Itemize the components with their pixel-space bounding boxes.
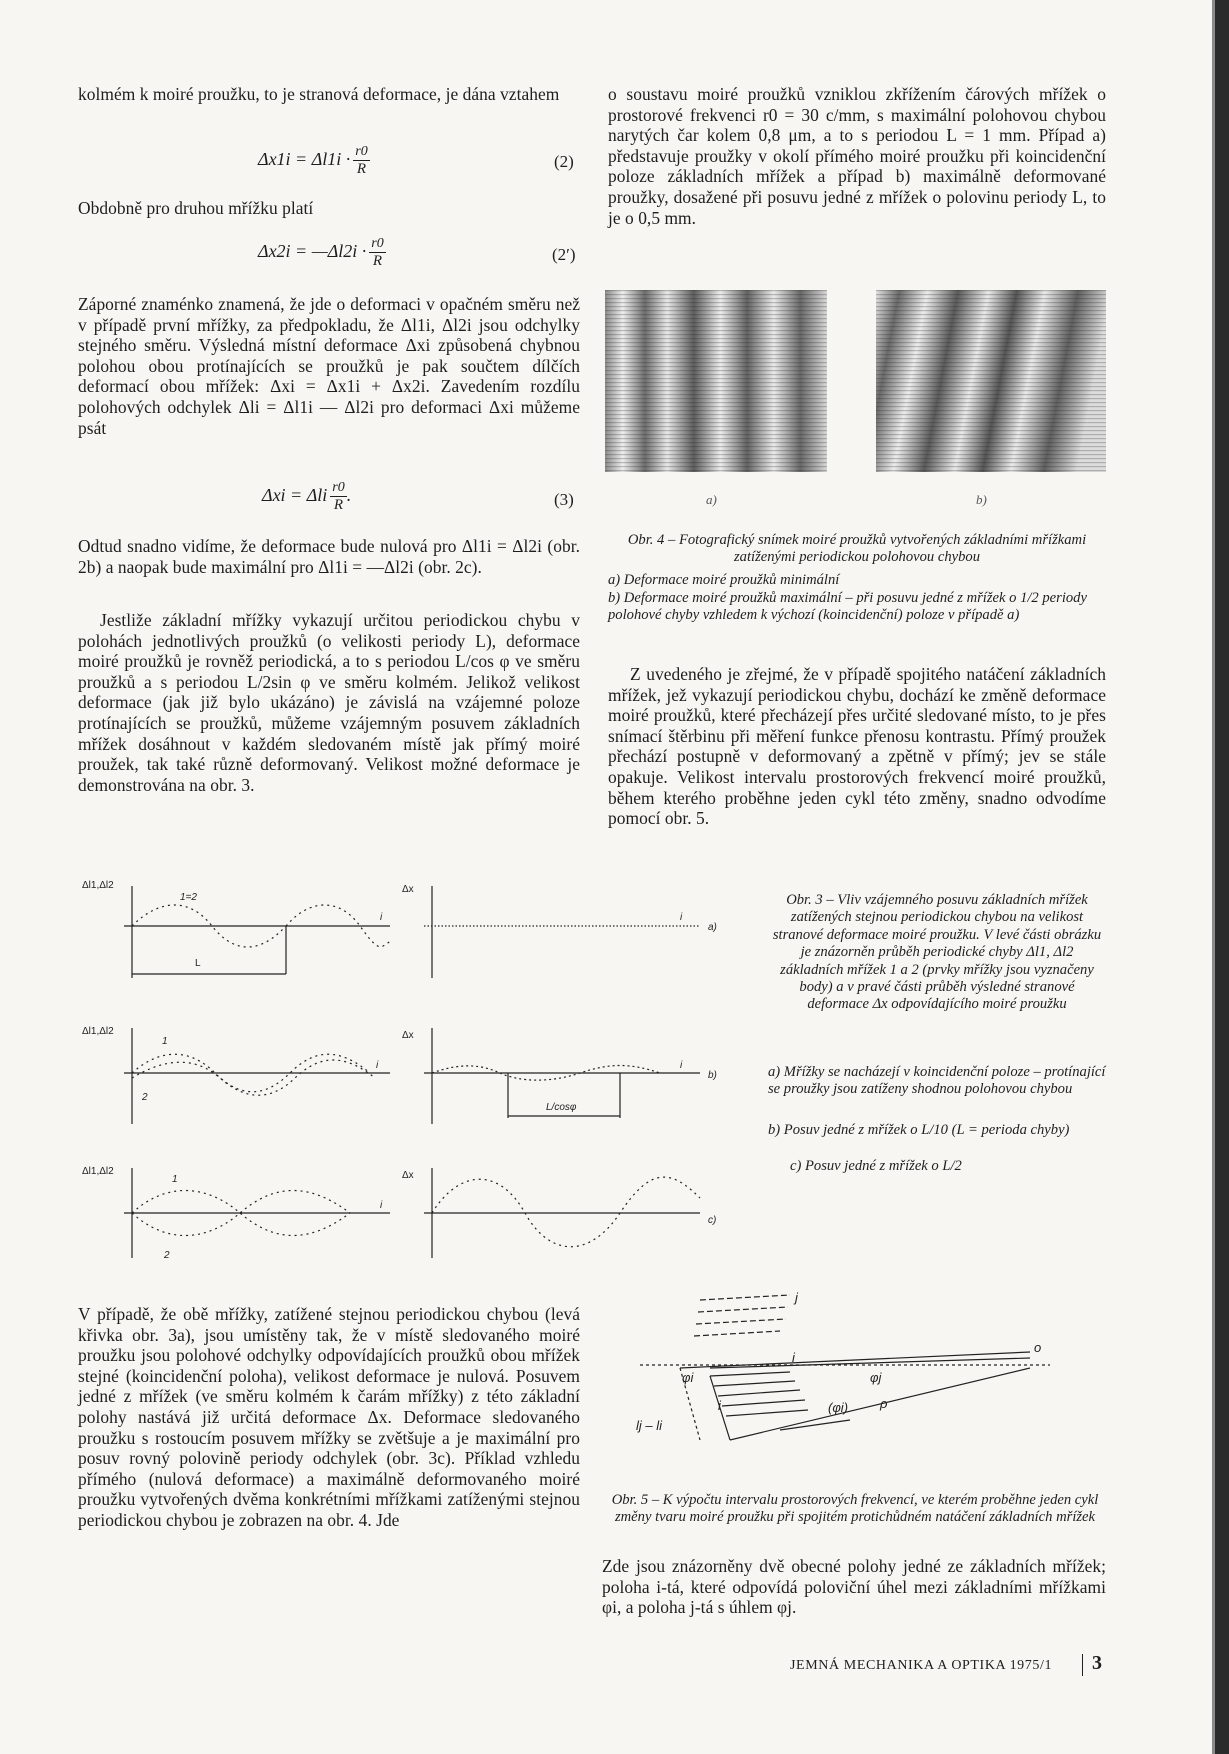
paragraph-odtud: Odtud snadno vidíme, že deformace bude nulová pro Δl1i = Δl2i (obr. 2b) a naopak bude maximální pro Δl1i = —Δl2i (obr. 2c). xyxy=(78,536,580,577)
photo-label-a: a) xyxy=(706,492,717,507)
paragraph-obdobne: Obdobně pro druhou mřížku platí xyxy=(78,198,314,218)
obr4-caption-a: a) Deformace moiré proužků minimální xyxy=(608,572,840,588)
equation-2p-denominator: R xyxy=(372,253,383,269)
equation-2-numerator: r0 xyxy=(355,144,368,159)
photo-a-moire-straight xyxy=(605,290,827,472)
fig5-hatch-2 xyxy=(714,1381,795,1386)
fig3c-left-axis-label: Δl1,Δl2 xyxy=(82,1166,114,1177)
fig3-row-b: b) xyxy=(708,1070,717,1081)
page-edge xyxy=(1215,0,1229,1754)
fig3a-right-axis-label: Δx xyxy=(402,884,414,895)
paragraph-intro: kolmém k moiré proužku, to je stranová deformace, je dána vztahem xyxy=(78,84,560,104)
page-number: 3 xyxy=(1092,1652,1102,1674)
fig5-label-rho: ρ xyxy=(880,1396,888,1411)
figure-5 xyxy=(630,1290,1080,1470)
fig3b-label-Lcos: L/cosφ xyxy=(546,1102,577,1113)
paragraph-jestlize: Jestliže základní mřížky vykazují určitou periodickou chybu v polohách jednotlivých proužků (o velikosti periody L), deformace moiré proužků je rovněž periodická, a to s periodou L/cos φ ve směru proužků a s periodou L/2sin φ ve směru kolmém. Jelikož velikost deformace (jak již bylo ukázáno) je závislá na vzájemné poloze protínajících se proužků, můžeme vzájemným posuvem základních mřížek dosáhnout v každém sledovaném místě jak přímý moiré proužek, tak také různě deformovaný. Velikost možné deformace je demonstrována na obr. 3. xyxy=(78,610,580,795)
footer-journal: JEMNÁ MECHANIKA A OPTIKA 1975/1 xyxy=(790,1658,1053,1673)
fig5-hatch-1 xyxy=(710,1372,790,1376)
paragraph-zde: Zde jsou znázorněny dvě obecné polohy jedné ze základních mřížek; poloha i-tá, které odpovídá poloviční úhel mezi základními mřížkami φi, a poloha j-tá s úhlem φj. xyxy=(602,1556,1106,1618)
fig5-label-lj-li: lj – li xyxy=(636,1418,663,1433)
equation-2-number: (2) xyxy=(554,152,574,171)
fig3b-label-i-left: i xyxy=(376,1060,379,1071)
fig5-hatch-5 xyxy=(726,1410,808,1416)
equation-2p-numerator: r0 xyxy=(371,236,384,251)
fig3b-left-axis-label: Δl1,Δl2 xyxy=(82,1026,114,1037)
fig3a-label-1-2: 1=2 xyxy=(180,892,197,903)
fig5-hatch-4 xyxy=(722,1400,805,1406)
fig5-label-phi-i-paren: (φi) xyxy=(828,1400,849,1415)
paragraph-vpripade: V případě, že obě mřížky, zatížené stejnou periodickou chybou (levá křivka obr. 3a), jsou umístěny tak, že v místě sledovaného moiré proužku jsou polohové odchylky odpovídajících proužků obou mřížek stejné (koincidenční poloha), velikost deformace je nulová. Posuvem jedné z mřížek (ve směru kolmém k čarám mřížky) z této základní polohy nastává již určitá deformace Δx. Deformace sledovaného proužku s rostoucím posuvem mřížky se zvětšuje a je maximální pro posuv rovný polovině periody odchylek (obr. 3c). Příklad vzhledu přímého (nulová deformace) a maximálně deformovaného moiré proužku vytvořených dvěma konkrétními mřížkami zatíženými stejnou periodickou chybou je zobrazen na obr. 4. Jde xyxy=(78,1304,580,1530)
photo-b-moire-deformed xyxy=(876,290,1106,472)
fig5-label-i-mid: i xyxy=(718,1398,721,1413)
fig3c-deformation-wave xyxy=(432,1177,700,1247)
equation-3-number: (3) xyxy=(554,490,574,509)
equation-2-denominator: R xyxy=(356,161,367,177)
equation-2 xyxy=(258,144,370,178)
paragraph-right-top: o soustavu moiré proužků vzniklou zkřížením čárových mřížek o prostorové frekvenci r0 = 30 c/mm, s maximální polohovou chybou narytých čar kolem 0,8 μm, a to s periodou L = 1 mm. Případ a) představuje proužky v okolí přímého moiré proužku při koincidenční poloze základních mřížek a případ b) maximálně deformované proužky, dosažené při posuvu jedné z mřížek o polovinu periody L, to je o 0,5 mm. xyxy=(608,84,1106,228)
fig5-grid-line-j-4 xyxy=(694,1331,780,1336)
fig3b-label-2: 2 xyxy=(142,1092,148,1103)
paragraph-z-uvedeneho: Z uvedeného je zřejmé, že v případě spojitého natáčení základních mřížek, jež vykazují periodickou chybu, dochází ke změně deformace moiré proužků, které přecházejí přes určité sledované místo, to je přes snímací štěrbinu při měření funkce přenosu kontrastu. Přímý proužek přechází postupně v deformovaný a zpětně v přímý; jev se stále opakuje. Velikost intervalu prostorových frekvencí moiré proužků, během kterého proběhne jeden cykl této změny, snadno odvodíme pomocí obr. 5. xyxy=(608,664,1106,829)
equation-3-tail: . xyxy=(346,485,352,506)
fig3c-right-axis-label: Δx xyxy=(402,1170,414,1181)
obr3-caption-title: Obr. 3 – Vliv vzájemného posuvu základních mřížek zatížených stejnou periodickou chybou na velikost stranové deformace moiré proužku. V levé části obrázku je znázorněn průběh periodické chyby Δl1, Δl2 základních mřížek 1 a 2 (prvky mřížky jsou vyznačeny body) a v pravé části průběh výsledné stranové deformace Δx odpovídajícího moiré proužku xyxy=(772,892,1102,1013)
fig3a-label-i-left: i xyxy=(380,912,383,923)
fig5-grid-line-j-2 xyxy=(698,1307,788,1312)
fig5-grid-line-j-3 xyxy=(696,1319,786,1324)
equation-2-prime xyxy=(258,236,386,270)
fig3c-label-2: 2 xyxy=(164,1250,170,1261)
fig3a-left-axis-label: Δl1,Δl2 xyxy=(82,880,114,891)
fig3b-label-i-right: i xyxy=(680,1060,683,1071)
fig3a-label-i-right: i xyxy=(680,912,683,923)
fig5-hatch-3 xyxy=(718,1390,800,1396)
fig3-row-c: c) xyxy=(708,1215,717,1226)
fig5-label-o: o xyxy=(1034,1340,1042,1355)
obr3-caption-a: a) Mřížky se nacházejí v koincidenční poloze – protínající se proužky jsou zatíženy shodnou polohovou chybou xyxy=(768,1064,1106,1098)
photo-label-b: b) xyxy=(976,492,987,507)
equation-2p-lhs: Δx2i = —Δl2i · xyxy=(258,241,367,262)
equation-3-lhs: Δxi = Δli xyxy=(262,485,328,506)
fig3b-right-axis-label: Δx xyxy=(402,1030,414,1041)
obr3-caption-c: c) Posuv jedné z mřížek o L/2 xyxy=(790,1158,962,1174)
fig3b-label-1: 1 xyxy=(162,1036,168,1047)
obr4-caption-title: Obr. 4 – Fotografický snímek moiré proužků vytvořených základními mřížkami zatíženými periodickou polohovou chybou xyxy=(627,532,1087,566)
equation-2-prime-number: (2′) xyxy=(552,245,576,264)
obr3-caption-b: b) Posuv jedné z mřížek o L/10 (L = perioda chyby) xyxy=(768,1122,1070,1138)
fig5-label-phi-i: φi xyxy=(682,1370,694,1385)
fig3a-label-L: L xyxy=(195,958,201,969)
fig3c-label-i-left: i xyxy=(380,1200,383,1211)
equation-3 xyxy=(262,480,351,514)
fig5-label-phi-j: φj xyxy=(870,1370,882,1385)
fig3c-label-1: 1 xyxy=(172,1174,178,1185)
fig5-label-j: j xyxy=(795,1290,798,1305)
obr5-caption: Obr. 5 – K výpočtu intervalu prostorových frekvencí, ve kterém proběhne jeden cykl změny tvaru moiré proužku při spojitém protichůdném natáčení základních mřížek xyxy=(611,1492,1099,1526)
fig3b-wave-2 xyxy=(132,1060,375,1095)
equation-3-numerator: r0 xyxy=(332,480,345,495)
paragraph-zaporne: Záporné znaménko znamená, že jde o deformaci v opačném směru než v případě první mřížky, za předpokladu, že Δl1i, Δl2i jsou odchylky stejného směru. Výsledná místní deformace Δxi způsobená chybnou polohou obou protínajících se proužků je pak součtem dílčích deformací obou mřížek: Δxi = Δx1i + Δx2i. Zavedením rozdílu polohových odchylek Δli = Δl1i — Δl2i pro deformaci Δxi můžeme psát xyxy=(78,294,580,438)
obr4-caption-b: b) Deformace moiré proužků maximální – při posuvu jedné z mřížek o 1/2 periody polohové chyby vzhledem k výchozí (koincidenční) poloze v případě a) xyxy=(608,590,1087,624)
equation-2-lhs: Δx1i = Δl1i · xyxy=(258,149,351,170)
fig3-row-a: a) xyxy=(708,922,717,933)
footer-divider xyxy=(1082,1654,1083,1676)
fig5-label-i-top: i xyxy=(792,1350,795,1365)
fig5-grid-line-j-1 xyxy=(700,1295,790,1300)
figure-3 xyxy=(80,878,740,1278)
equation-3-denominator: R xyxy=(333,497,344,513)
